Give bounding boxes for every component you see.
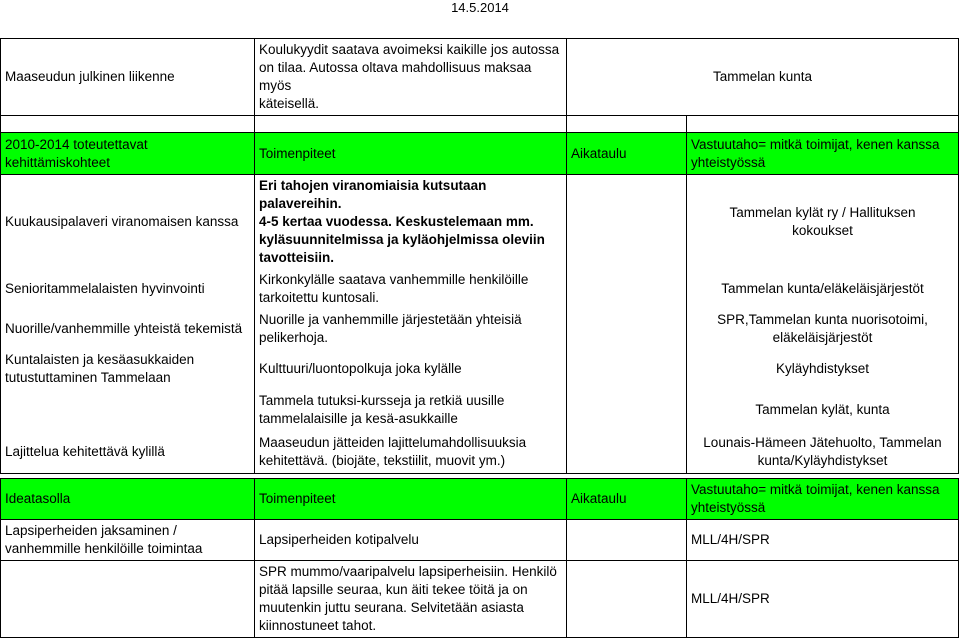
schedule-cell: [567, 309, 687, 349]
action-cell: Kirkonkylälle saatava vanhemmille henkilöille tarkoitettu kuntosali.: [255, 269, 567, 309]
responsible-cell: Kyläyhdistykset: [687, 349, 959, 389]
target-cell: Kuukausipalaveri viranomaisen kanssa: [1, 175, 255, 270]
idea-cell: [1, 561, 255, 638]
header-actions: Toimenpiteet: [255, 133, 567, 175]
schedule-cell: [567, 389, 687, 431]
responsible-cell: Tammelan kylät, kunta: [687, 389, 959, 431]
idea-cell: Lapsiperheiden jaksaminen / vanhemmille henkilöille toimintaa: [1, 520, 255, 561]
empty-cell: [567, 116, 687, 134]
header-schedule: Aikataulu: [567, 133, 687, 175]
responsible-cell: Tammelan kunta/eläkeläisjärjestöt: [687, 269, 959, 309]
transport-topic: Maaseudun julkinen liikenne: [1, 39, 255, 116]
action-cell: Kulttuuri/luontopolkuja joka kylälle: [255, 349, 567, 389]
empty-cell: [1, 116, 255, 134]
transport-action: Koulukyydit saatava avoimeksi kaikille jos autossa on tilaa. Autossa oltava mahdollisuus maksaa myös käteisellä.: [255, 39, 567, 116]
header-development-targets: 2010-2014 toteutettavat kehittämiskohteet: [1, 133, 255, 175]
target-cell: [1, 389, 255, 431]
action-cell: Lapsiperheiden kotipalvelu: [255, 520, 567, 561]
action-cell: Nuorille ja vanhemmille järjestetään yhteisiä pelikerhoja.: [255, 309, 567, 349]
target-cell: Kuntalaisten ja kesäasukkaiden tutustuttaminen Tammelaan: [1, 349, 255, 389]
action-cell: SPR mummo/vaaripalvelu lapsiperheisiin. Henkilö pitää lapsille seuraa, kun äiti tekee töitä ja on muutenkin juttu seurana. Selvitetään asiasta kiinnostuneet tahot.: [255, 561, 567, 638]
target-cell: Senioritammelalaisten hyvinvointi: [1, 269, 255, 309]
document-date: 14.5.2014: [451, 0, 509, 15]
action-cell: Tammela tutuksi-kursseja ja retkiä uusille tammelalaisille ja kesä-asukkaille: [255, 389, 567, 431]
action-cell: Eri tahojen viranomiaisia kutsutaan palavereihin. 4-5 kertaa vuodessa. Keskustelemaan mm. kyläsuunnitelmissa ja kyläohjelmissa oleviin tavotteisiin.: [255, 175, 567, 270]
header-ideas: Ideatasolla: [1, 479, 255, 520]
responsible-cell: Tammelan kylät ry / Hallituksen kokoukset: [687, 175, 959, 270]
responsible-cell: SPR,Tammelan kunta nuorisotoimi, eläkeläisjärjestöt: [687, 309, 959, 349]
responsible-cell: MLL/4H/SPR: [687, 561, 959, 638]
empty-cell: [687, 116, 959, 134]
header-responsible: Vastuutaho= mitkä toimijat, kenen kanssa yhteistyössä: [687, 133, 959, 175]
empty-cell: [255, 116, 567, 134]
header-schedule: Aikataulu: [567, 479, 687, 520]
transport-table: [0, 38, 959, 134]
responsible-cell: MLL/4H/SPR: [687, 520, 959, 561]
schedule-cell: [567, 175, 687, 270]
target-cell: Lajittelua kehitettävä kylillä: [1, 431, 255, 473]
schedule-cell: [567, 520, 687, 561]
ideas-table: [0, 478, 959, 638]
transport-responsible: Tammelan kunta: [567, 39, 959, 116]
schedule-cell: [567, 561, 687, 638]
action-cell: Maaseudun jätteiden lajittelumahdollisuuksia kehitettävä. (biojäte, tekstiilit, muovit ym.): [255, 431, 567, 473]
development-table: [0, 132, 959, 474]
schedule-cell: [567, 269, 687, 309]
target-cell: Nuorille/vanhemmille yhteistä tekemistä: [1, 309, 255, 349]
header-responsible: Vastuutaho= mitkä toimijat, kenen kanssa yhteistyössä: [687, 479, 959, 520]
header-actions: Toimenpiteet: [255, 479, 567, 520]
responsible-cell: Lounais-Hämeen Jätehuolto, Tammelan kunta/Kyläyhdistykset: [687, 431, 959, 473]
schedule-cell: [567, 431, 687, 473]
schedule-cell: [567, 349, 687, 389]
